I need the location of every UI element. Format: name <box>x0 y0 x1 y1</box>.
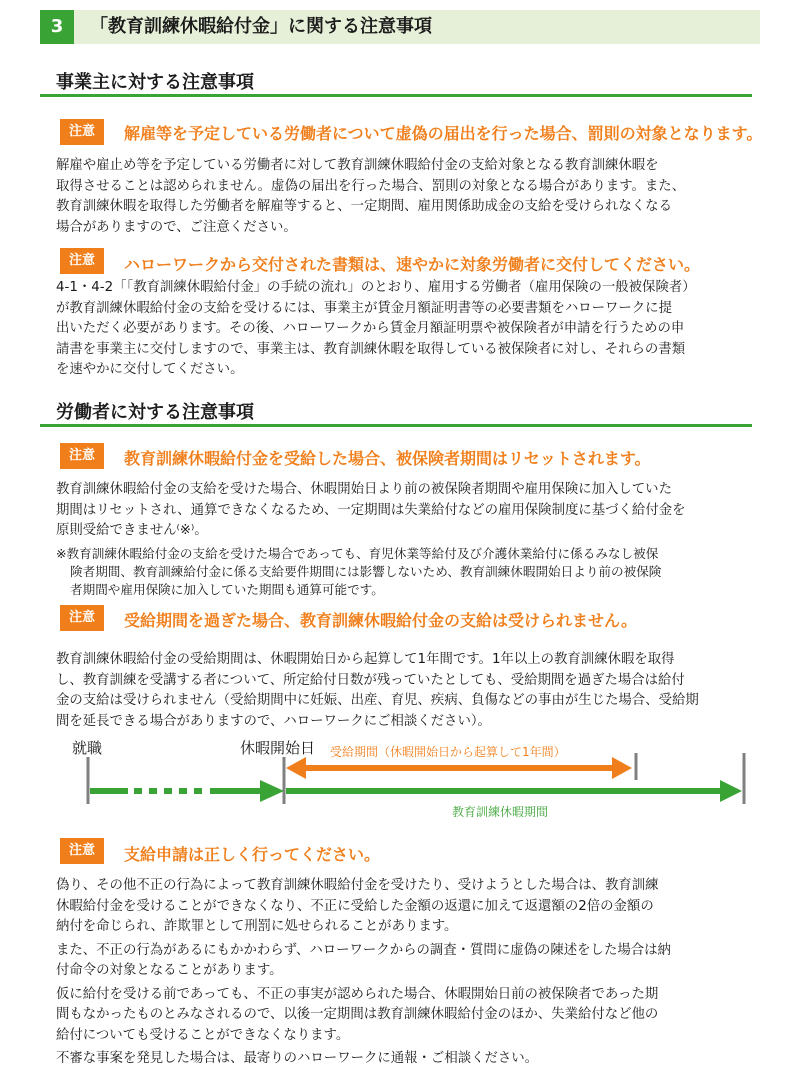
text-line: 教育訓練休暇給付金の支給を受けた場合、休暇開始日より前の被保険者期間や雇用保険に加入していた <box>56 482 672 497</box>
text-line: 納付を命じられ、詐欺罪として刑罰に処せられることがあります。 <box>56 919 458 934</box>
section-number: 3 <box>40 10 74 44</box>
text-line: 請書を事業主に交付しますので、事業主は、教育訓練休暇を取得している被保険者に対し、それらの書類 <box>56 341 686 357</box>
text-line: 給付についても受けることができなくなります。 <box>56 1027 350 1043</box>
text-line: が教育訓練休暇給付金の支給を受けるには、事業主が賃金月額証明書等の必要書類をハローワークに提 <box>56 300 672 316</box>
worker-section-title: 労働者に対する注意事項 <box>56 402 254 423</box>
text-line: また、不正の行為があるにもかかわらず、ハローワークからの調査・質問に虚偽の陳述をした場合は納 <box>56 942 671 958</box>
note-badge: 注意 <box>60 443 104 469</box>
text-line: 偽り、その他不正の行為によって教育訓練休暇給付金を受けたり、受けようとした場合は、教育訓練 <box>56 878 659 893</box>
text-line: 不審な事案を発見した場合は、最寄りのハローワークに通報・ご相談ください。 <box>56 1051 539 1066</box>
employment-arrow <box>90 780 284 802</box>
text-line: 場合がありますので、ご注意ください。 <box>56 219 297 235</box>
text-line: 仮に給付を受ける前であっても、不正の事実が認められた場合、休暇開始日前の被保険者であった期 <box>56 986 659 1002</box>
text-line: 間を延長できる場合がありますので、ハローワークにご相談ください）。 <box>56 713 491 729</box>
note-heading: 受給期間を過ぎた場合、教育訓練休暇給付金の支給は受けられません。 <box>124 611 637 630</box>
text-line: 金の支給は受けられません（受給期間中に妊娠、出産、育児、疾病、負傷などの事由が生じた場合、受給期 <box>56 693 699 708</box>
timeline-orange-label: 受給期間（休暇開始日から起算して1年間） <box>330 745 566 759</box>
text-line: 間もなかったものとみなされるので、以後一定期間は教育訓練休暇給付金のほか、失業給付など他の <box>56 1007 659 1022</box>
footnote-line: ※教育訓練休暇給付金の支給を受けた場合であっても、育児休業等給付及び介護休業給付に係るみなし被保 <box>56 546 659 561</box>
note-heading: ハローワークから交付された書類は、速やかに対象労働者に交付してください。 <box>124 255 701 274</box>
leave-period-arrow <box>286 780 742 802</box>
note-heading: 解雇等を予定している労働者について虚偽の届出を行った場合、罰則の対象となります。 <box>124 124 763 143</box>
employer-section-title: 事業主に対する注意事項 <box>56 72 254 93</box>
section-title: 「教育訓練休暇給付金」に関する注意事項 <box>90 16 432 37</box>
text-line: 解雇や雇止め等を予定している労働者に対して教育訓練休暇給付金の支給対象となる教育訓練休暇を <box>56 158 659 173</box>
text-line: 付命令の対象となることがあります。 <box>56 963 283 978</box>
note-body <box>56 876 756 1070</box>
text-line: し、教育訓練を受講する者について、所定給付日数が残っていたとしても、受給期間を過ぎた場合は給付 <box>56 672 685 688</box>
note-heading: 支給申請は正しく行ってください。 <box>124 845 381 864</box>
text-line: 休暇給付金を受けることができなくなり、不正に受給した金額の返還に加えて返還額の2倍の金額の <box>56 898 654 914</box>
text-line: 4-1・4-2「「教育訓練休暇給付金」の手続の流れ」のとおり、雇用する労働者（雇用保険の一般被保険者） <box>56 280 696 295</box>
text-line: を速やかに交付してください。 <box>56 362 244 377</box>
timeline-label-start: 就職 <box>72 739 103 757</box>
timeline-label-leave-start: 休暇開始日 <box>240 739 316 757</box>
footnote-line: 険者期間、教育訓練給付金に係る支給要件期間には影響しないため、教育訓練休暇開始日より前の被保険 <box>70 564 662 579</box>
timeline-green-label: 教育訓練休暇期間 <box>452 805 549 819</box>
text-line: 期間はリセットされ、通算できなくなるため、一定期間は失業給付などの雇用保険制度に基づく給付金を <box>56 502 686 518</box>
benefit-period-arrow <box>286 757 632 779</box>
text-line: 教育訓練休暇を取得した労働者を解雇等すると、一定期間、雇用関係助成金の支給を受けられなくなる <box>56 199 672 214</box>
text-line: 教育訓練休暇給付金の受給期間は、休暇開始日から起算して1年間です。1年以上の教育訓練休暇を取得 <box>56 652 675 667</box>
footnote-line: 者期間や雇用保険に加入していた期間も通算可能です。 <box>70 582 384 597</box>
note-badge: 注意 <box>60 248 104 274</box>
text-line: 出いただく必要があります。その後、ハローワークから賃金月額証明票や被保険者が申請を行うための申 <box>56 321 685 336</box>
note-heading: 教育訓練休暇給付金を受給した場合、被保険者期間はリセットされます。 <box>124 449 651 468</box>
timeline-ticks <box>88 753 744 804</box>
note-badge: 注意 <box>60 838 104 864</box>
note-badge: 注意 <box>60 605 104 631</box>
text-line: 取得させることは認められません。虚偽の届出を行った場合、罰則の対象となる場合があります。また、 <box>56 178 686 194</box>
note-badge: 注意 <box>60 119 104 145</box>
text-line: 原則受給できません⁽※⁾。 <box>56 523 208 538</box>
